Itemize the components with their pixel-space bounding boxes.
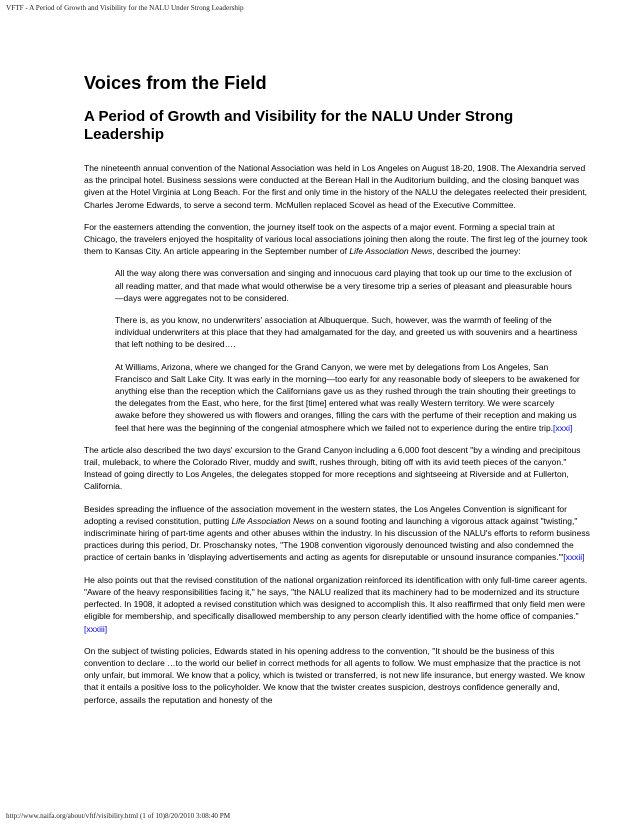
paragraph-4-tail: on a sound footing and launching a vigorous attack against "twisting," indiscriminate hiring of part-time agents and other abuses within the industry. In his discussion of the NALU's efforts to reform business practices during this period, Dr. Proschansky notes, "The 1908 convention vigorously denounced twisting and also condemned the practice of certain banks in 'displaying advertisements and acting as agents for disreputable or unsound insurance companies.'" [84, 515, 590, 563]
publication-title: Life Association News [231, 515, 315, 526]
paragraph-5 [84, 574, 590, 635]
quote-paragraph-2: There is, as you know, no underwriters' association at Albuquerque. Such, however, was the warmth of feeling of the individual underwriters at this place that they had amalgamated for the day, and greeted us with souvenirs and a heartiness that left nothing to be desired…. [115, 315, 578, 350]
block-quote [115, 267, 580, 433]
paragraph-2 [84, 221, 590, 258]
footnote-link-xxxii[interactable]: [xxxii] [563, 552, 585, 563]
footnote-link-xxxiii[interactable]: [xxxiii] [84, 623, 108, 634]
paragraph-2-text: For the easterners attending the convention, the journey itself took on the aspects of a major event. Forming a special train at Chicago, the travelers enjoyed the hospitality of various local associations joining then along the route. The first leg of the journey took them to Kansas City. An article appearing in the September number of [84, 221, 588, 257]
paragraph-1: The nineteenth annual convention of the National Association was held in Los Angeles on August 18-20, 1908. The Alexandria served as the principal hotel. Business sessions were conducted at the Berean Hall in the Auditorium building, and the closing banquet was given at the Hotel Virginia at Long Beach. For the first and only time in the history of the NALU the delegates reelected their president, Charles Jerome Edwards, to serve a second term. McMullen replaced Scovel as head of the Executive Committee. [84, 163, 588, 210]
page-header: VFTF - A Period of Growth and Visibility for the NALU Under Strong Leadership [6, 4, 244, 12]
paragraph-6: On the subject of twisting policies, Edwards stated in his opening address to the convention, "It should be the business of this convention to declare …to the world our belief in correct methods for all agents to follow. We must emphasize that the practice is not only unfair, but immoral. We know that a policy, which is twisted or transferred, is not new life insurance, but energy wasted. We know that it entails a positive loss to the policyholder. We know that the twister creates suspicion, destroys confidence generally and, perforce, assails the reputation and honesty of the [84, 645, 585, 705]
quote-paragraph-1: All the way along there was conversation and singing and innocuous card playing that took up our time to the exclusion of all reading matter, and that made what would otherwise be a very tiresome trip a series of pleasant and pleasurable hours—days were aggregates not to be considered. [115, 268, 572, 303]
paragraph-4 [84, 503, 590, 564]
paragraph-5-text: He also points out that the revised constitution of the national organization reinforced its identification with only full-time career agents. "Aware of the heavy responsibilities facing it," he says, "the NALU realized that its machinery had to be modernized and its structure perfected. In 1908, it adopted a revised constitution which was designed to accomplish this. It also reaffirmed that only field men were eligible for membership, and specifically disallowed membership to any person clearly identified with the home office of companies." [84, 574, 588, 622]
article-subtitle: A Period of Growth and Visibility for the NALU Under Strong Leadership [84, 108, 514, 143]
paragraph-2-tail: , described the journey: [432, 246, 521, 257]
publication-title: Life Association News [349, 246, 433, 257]
quote-paragraph-3-text: At Williams, Arizona, where we changed for the Grand Canyon, we were met by delegations from Los Angeles, San Francisco and Salt Lake City. It was early in the morning—too early for any reasonable body of sleepers to be awakened for anything else than the reception which the Californians gave us as they rushed through the train shouting their greetings to the delegates from the East, who here, for the first [time] entered what was really Western territory. We were scarcely awake before they showered us with flowers and oranges, filling the cars with the perfume of their reception and making us feel that here was the beginning of the congenial atmosphere which we failed not to experience during the entire trip. [115, 361, 580, 433]
paragraph-3: The article also described the two days' excursion to the Grand Canyon including a 6,000 foot descent "by a winding and precipitous trail, muleback, to where the Colorado River, muddy and swift, rushes through, biting off with its avid teeth pieces of the canyon." Instead of going directly to Los Angeles, the delegates stopped for more receptions and sightseeing at Riverside and at Fullerton, California. [84, 444, 581, 492]
page-footer: http://www.naifa.org/about/vftf/visibility.html (1 of 10)8/20/2010 3:08:40 PM [6, 812, 231, 820]
article [84, 72, 590, 716]
quote-paragraph-3 [115, 361, 580, 434]
footnote-link-xxxi[interactable]: [xxxi] [553, 422, 573, 433]
page-title: Voices from the Field [84, 73, 267, 93]
paragraph-4-text: Besides spreading the influence of the association movement in the western states, the Los Angeles Convention is significant for adopting a revised constitution, putting [84, 503, 567, 526]
